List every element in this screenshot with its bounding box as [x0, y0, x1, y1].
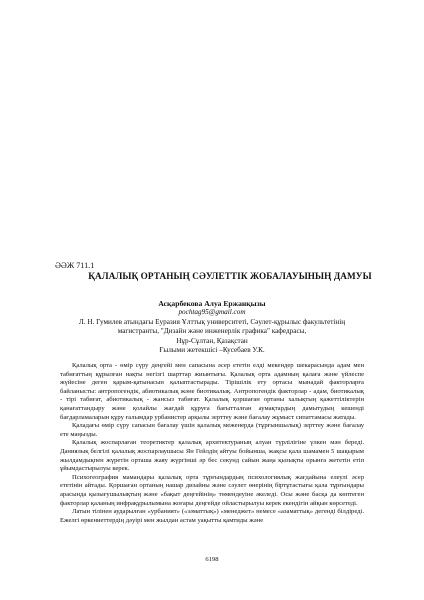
article-body [60, 362, 364, 525]
paragraph: Қаладағы өмір сүру сапасын бағалау үшін қалалық меженерда (тұрғыншылық) зерттеу және бағалау ете маңызды. [60, 422, 364, 438]
location: Нұр-Сұлтан, Қазақстан [176, 336, 248, 345]
udk-code: ӘӘЖ 711.1 [55, 261, 95, 270]
paragraph: Қалалық орта - өмір сүру деңгейі мен сапасына әсер ететін елді мекендер шекарасында адам мен табиғаттың құрылған нақты негізгі шарттар жиынтығы. Қалалық орта адамның қалаға және үйлеспе жүйесіне деген қарым-қатынасын қалыптастырады. Тірішілік ету ортасы мынадай факторларға байланысты: антропогендік, абиотикалық және биотикалық. Антропогендік факторлар - адам, биотикалық - тірі табиғат, абиотикалық - жансыз табиғат. Қалалық қоршаған ортаны халықтың қажеттіліктерін қанағаттандыру және қолайлы жағдай құруға бағытталған аумақтардың дамытудың кешенді бағдарламаларын құру ғалымдар урбанистер арқылы зерттеу және бағалау жұмыст сипаттамасы жатады. [60, 362, 364, 421]
paragraph: Қалалық жоспарлаған теоретиктер қалалық архитектураның алуан түрлілігіне үлкен мән береді. Даниялық белгілі қалалық жоспарлаушысы Ян Гейлдің айтуы бойынша, жақсы қала шамамен 5 шақырым жылдамдықпен жүретін орташа жаяу жүргінші әр бес секунд сайын жаңа қызықты орынға жететін етіп ұйымдастырылуы керек. [60, 439, 364, 473]
paragraph: Психогеография мамандары қалалық орта тұрғындардың психологиялық жағдайына елеулі әсер ететінін айтады. Қоршаған ортаның нашар дизайны және сәулет өнерінің біртұтастығы қала тұрғындары арасында қызығушылықтың және «бақыт деңгейінің» төмендеуіне әкеледі. Осы және басқа да көптеген факторлар қаланың инфрақұрылымына жоғары деңгейде ойластырылуы керек екендігін айқын көрсетеді. [60, 473, 364, 507]
author-name: Асқарбекова Алуа Ержанқызы [158, 299, 266, 308]
page-number: 6198 [205, 556, 219, 563]
affiliation-line-1: Л. Н. Гумилев атындағы Еуразия Ұлттық университеті, Сәулет-құрылыс факультетінің [78, 317, 346, 326]
affiliation-line-2: магистранты, "Дизайн және инженерлік графика" кафедрасы, [117, 327, 307, 336]
author-email: pochtag95@gmail.com [178, 308, 246, 317]
article-title: ҚАЛАЛЫҚ ОРТАНЫҢ СӘУЛЕТТІК ЖОБАЛАУЫНЫҢ ДАМУЫ [88, 271, 372, 281]
author-block [60, 299, 364, 355]
supervisor: Ғылыми жетекшісі –Кусебаев У.К. [159, 346, 265, 355]
paragraph: Латын тілінен аударылған «урбаният» («зәматтық») «менеджет» немесе «азаматтық» дегенді білдіреді. Ежелгі өркениеттердің дәуірі мен жылдан астам уақытты қамтиды және [60, 508, 364, 524]
